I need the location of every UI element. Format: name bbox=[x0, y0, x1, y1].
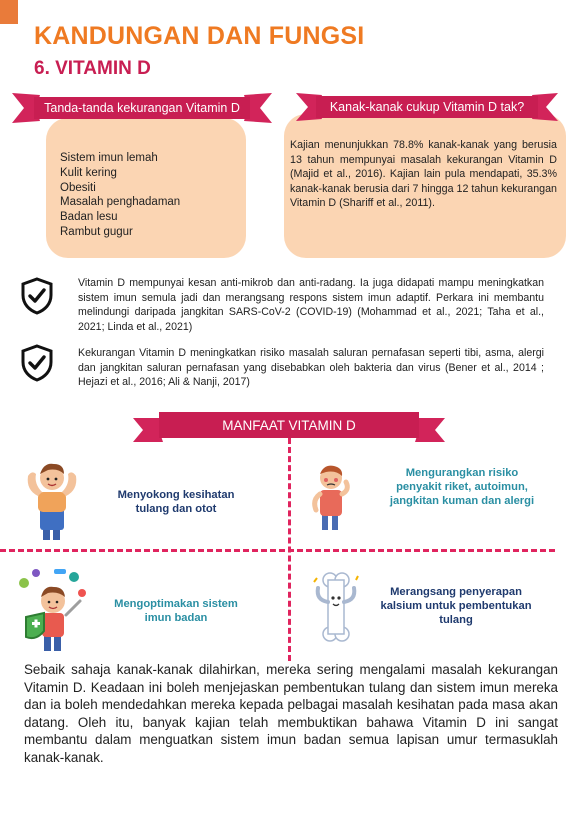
summary-paragraph: Sebaik sahaja kanak-kanak dilahirkan, mereka sering mengalami masalah kekurangan Vitamin D. Keadaan ini boleh menjejaskan pembentukan tulang dan sistem imun mereka dan ia boleh mendedahkan mereka kepada pelbagai masalah kesihatan pada masa akan datang. Oleh itu, banyak kajian telah membuktikan bahawa Vitamin D ini sangat membantu dalam menguatkan sistem imun badan semua lapisan umur termasuklah kanak-kanak. bbox=[24, 662, 558, 765]
strong-boy-icon bbox=[18, 456, 86, 542]
benefits-heading: MANFAAT VITAMIN D bbox=[222, 417, 356, 433]
flexing-bone-icon bbox=[312, 572, 360, 642]
benefit-reduce-risk: Mengurangkan risiko penyakit riket, autoimun, jangkitan kuman dan alergi bbox=[389, 467, 535, 507]
deficiency-ribbon bbox=[12, 93, 272, 123]
benefit-immune-system: Mengoptimakan sistem imun badan bbox=[114, 598, 238, 624]
page-subtitle: 6. VITAMIN D bbox=[34, 58, 151, 79]
page-title: KANDUNGAN DAN FUNGSI bbox=[34, 22, 365, 50]
horizontal-divider bbox=[0, 549, 555, 552]
deficiency-label: Tanda-tanda kekurangan Vitamin D bbox=[44, 101, 240, 115]
fact-paragraph: Kekurangan Vitamin D meningkatkan risiko masalah saluran pernafasan seperti tibi, asma, alergi dan jangkitan saluran pernafasan yang disebabkan oleh bakteria dan virus (Bener et al., 2014 ; Hejazi et al., 2016; Ali & Nanji, 2017) bbox=[78, 347, 544, 389]
deficiency-list bbox=[60, 151, 180, 240]
list-item: Kulit kering bbox=[60, 166, 117, 179]
fact-paragraph: Vitamin D mempunyai kesan anti-mikrob dan anti-radang. Ia juga didapati mampu meningkatkan sistem imun semula jadi dan merangsang respons sistem imun adaptif. Perkara ini membantu melindungi daripada jangkitan SARS-CoV-2 (COVID-19) (Mohammad et al., 2021; Taha et al., 2021; Linda et al., 2021) bbox=[78, 277, 544, 333]
shield-check-icon bbox=[20, 344, 54, 382]
enough-label: Kanak-kanak cukup Vitamin D tak? bbox=[329, 100, 525, 114]
boy-shield-germs-icon bbox=[14, 565, 90, 655]
list-item: Obesiti bbox=[60, 181, 96, 194]
list-item: Rambut gugur bbox=[60, 225, 133, 238]
list-item: Sistem imun lemah bbox=[60, 152, 158, 164]
sick-boy-icon bbox=[310, 460, 352, 532]
enough-ribbon bbox=[296, 93, 558, 121]
corner-accent bbox=[0, 0, 18, 24]
shield-check-icon bbox=[20, 277, 54, 315]
list-item: Masalah penghadaman bbox=[60, 196, 181, 209]
benefit-calcium: Merangsang penyerapan kalsium untuk pembentukan tulang bbox=[380, 586, 532, 626]
benefit-bones-muscles: Menyokong kesihatan tulang dan otot bbox=[117, 489, 235, 515]
list-item: Badan lesu bbox=[60, 211, 118, 224]
enough-text: Kajian menunjukkan 78.8% kanak-kanak yang berusia 13 tahun mempunyai masalah kekurangan Vitamin D (Majid et al., 2016). Kajian lain pula mendapati, 35.3% kanak-kanak berusia dari 7 hingga 12 tahun kekurangan Vitamin D (Shariff et al., 2011). bbox=[290, 139, 557, 210]
